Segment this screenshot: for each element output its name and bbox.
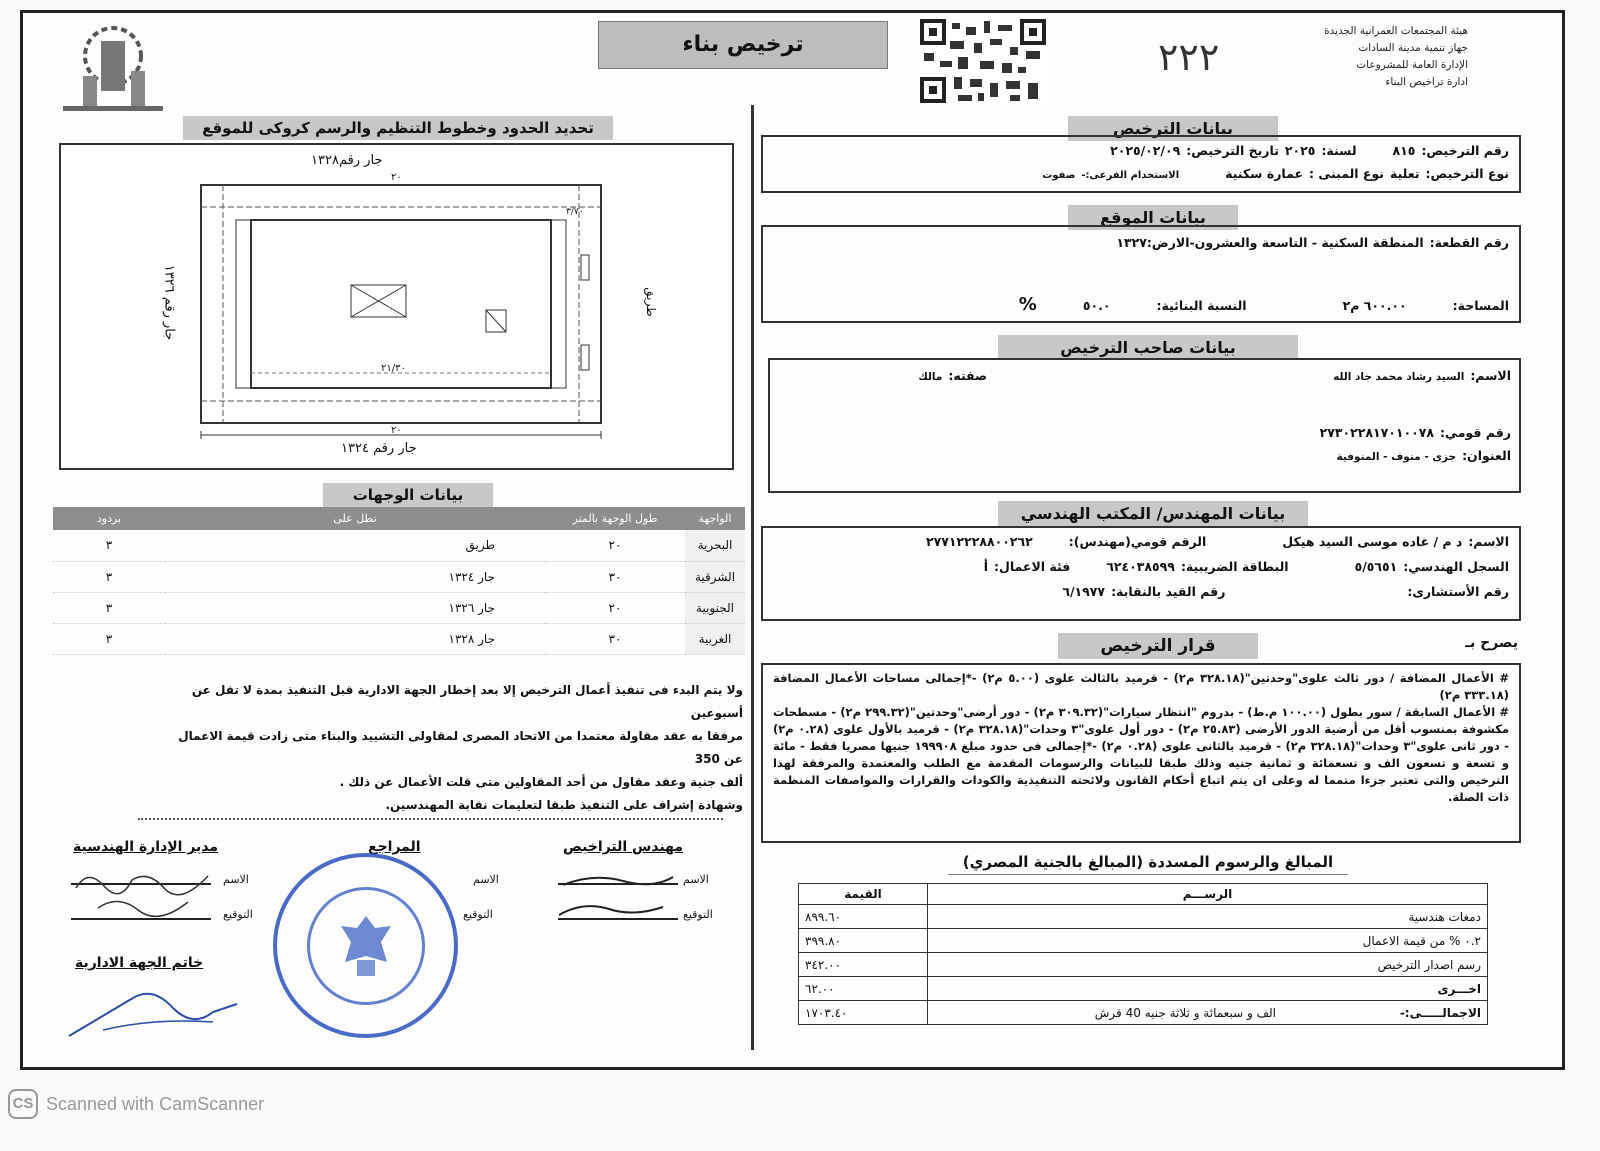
sub-use: صفوت — [1042, 170, 1076, 181]
east-road: طريق — [643, 287, 658, 317]
license-number-label: رقم الترخيص: — [1421, 143, 1509, 158]
previous-works: # الأعمال السابقة / سور بطول (١٠٠.٠٠ م.ط) - بدروم "انتظار سيارات"(٣٠٩.٣٢ م٢) - دور أرضى"وحدتين"(٢٩٩.٣٢ م٢) - مسطحات مكشوفة بمنسوب أقل من أرضية الدور الأرضى (٢٥.٨٣ م٢) - دور أول علوى"٣ وحدات"(٣٢٨.١٨ م٢) - قرميد بالأول علوى (٠.٢٨ م٢) - دور ثانى علوى"٣ وحدات"(٣٢٨.١٨ م٢) - قرميد بالثانى علوى (٠.٢٨ م٢) -*إجمالى فى حدود مبلغ ١٩٩٩٠٨ جنيها مصريا فقط - مائة و تسعة و تسعون الف و تسعمائة و ثمانية جنيه وذلك طبقا للبيانات والرسومات المقدمة مع الطلب والمعتمدة والمرفقة لهذا الترخيص والتى تعتبر جزءا متمما له وعلى ان يتم اتباع أحكام القانون ولائحته التنفيذية والكودات والقرارات والمواصفات المنظمة ذات الصلة. — [773, 705, 1510, 804]
eng-name-label: الاسم — [683, 873, 709, 886]
face-cell: ٢٠ — [545, 592, 685, 623]
notice-line: ألف جنية وعقد مقاول من أحد المقاولين متى قلت الأعمال عن ذلك . — [339, 775, 743, 789]
class-value: أ — [983, 559, 988, 574]
table-row — [799, 977, 1488, 1001]
notice-text — [163, 679, 743, 817]
official-stamp — [273, 853, 458, 1038]
face-cell: ٢٠ — [545, 530, 685, 561]
site-section-title: بيانات الموقع — [1068, 205, 1238, 230]
site-plan-frame — [59, 143, 734, 470]
face-cell: جار ١٣٢٨ — [165, 623, 545, 654]
ratio-unit: % — [1018, 294, 1037, 315]
face-cell: الغربية — [685, 623, 745, 654]
manager-signature-label: التوقيع — [223, 908, 253, 921]
permit-label: يصرح بـ — [1465, 635, 1518, 651]
fee-label: اخـــرى — [928, 977, 1488, 1001]
building-type-label: نوع المبنى : — [1309, 166, 1384, 181]
owner-capacity-label: صفته: — [948, 368, 988, 383]
ratio-value: ٥٠.٠ — [1082, 298, 1111, 313]
eng-signature — [553, 863, 693, 923]
manager-signature — [68, 858, 218, 923]
face-cell: ٣ — [53, 561, 165, 592]
fees-section-title: المبالغ والرسوم المسددة (المبالغ بالجنية المصري) — [948, 853, 1348, 875]
consult-label: رقم الأستشارى: — [1407, 584, 1509, 599]
engineer-section-title: بيانات المهندس/ المكتب الهندسي — [998, 501, 1308, 526]
face-cell: جار ١٣٢٦ — [165, 592, 545, 623]
table-row — [799, 953, 1488, 977]
fee-col-header: الرســـم — [928, 884, 1488, 905]
table-row — [799, 905, 1488, 929]
notice-line: مرفقا به عقد مقاولة معتمدا من الاتحاد المصرى لمقاولى التشييد والبناء متى زادت قيمة الاعمال عن 350 — [178, 729, 743, 766]
face-cell: الجنوبية — [685, 592, 745, 623]
register-label: السجل الهندسي: — [1403, 559, 1509, 574]
handwritten-number: ٢٢٢ — [1158, 35, 1220, 79]
authority-header — [1313, 23, 1468, 91]
face-cell: جار ١٣٢٤ — [165, 561, 545, 592]
faces-table — [53, 507, 745, 655]
manager-label: مدير الإدارة الهندسية — [73, 839, 219, 855]
engineer-name: د م / غاده موسى السيد هيكل — [1282, 534, 1463, 549]
license-year-label: لسنة: — [1321, 143, 1357, 158]
authority-logo — [53, 21, 173, 116]
class-label: فئة الاعمال: — [993, 559, 1071, 574]
dim-inner: ٢١/٣٠ — [381, 363, 406, 374]
authority-line: الإدارة العامة للمشروعات — [1356, 59, 1468, 71]
table-row — [53, 561, 745, 592]
face-cell: ٣ — [53, 530, 165, 561]
faces-header: بردود — [53, 507, 165, 530]
authority-line: هيئة المجتمعات العمرانية الجديدة — [1324, 25, 1468, 37]
syndicate-value: ٦/١٩٧٧ — [1062, 584, 1106, 599]
total-label: الاجمالـــــى:- — [1399, 1005, 1481, 1020]
table-row — [799, 929, 1488, 953]
camscanner-badge: CS — [8, 1089, 38, 1119]
licensing-engineer-label: مهندس التراخيص — [563, 839, 684, 855]
license-number: ٨١٥ — [1392, 143, 1416, 158]
fee-value: ٦٢.٠٠ — [799, 977, 928, 1001]
license-section-title: بيانات الترخيص — [1068, 116, 1278, 141]
license-box — [761, 135, 1521, 193]
face-cell: ٣٠ — [545, 623, 685, 654]
dim-bottom: ٢٠ — [391, 425, 402, 436]
fees-table — [798, 883, 1488, 1025]
dim-top: ٢٠ — [391, 172, 402, 183]
face-cell: ٣٠ — [545, 561, 685, 592]
eng-signature-label: التوقيع — [683, 908, 713, 921]
license-type: تعلية — [1390, 166, 1420, 181]
north-neighbor: جار رقم١٣٢٨ — [311, 153, 383, 168]
fee-value: ٣٩٩.٨٠ — [799, 929, 928, 953]
ratio-label: النسبة البنائية: — [1156, 298, 1247, 313]
faces-header: الواجهة — [685, 507, 745, 530]
license-type-label: نوع الترخيص: — [1425, 166, 1509, 181]
authority-line: ادارة تراخيص البناء — [1385, 76, 1468, 88]
owner-name-label: الاسم: — [1470, 368, 1511, 383]
face-cell: البحرية — [685, 530, 745, 561]
license-date-label: تاريخ الترخيص: — [1186, 143, 1279, 158]
syndicate-label: رقم القيد بالنقابة: — [1111, 584, 1226, 599]
area-value: ٦٠٠.٠٠ م٢ — [1342, 298, 1407, 313]
face-cell: ٣ — [53, 623, 165, 654]
table-row — [53, 592, 745, 623]
total-value: ١٧٠٣.٤٠ — [799, 1001, 928, 1025]
added-works: # الأعمال المضافة / دور ثالث علوى"وحدتين"(٣٢٨.١٨ م٢) - قرميد بالثالث علوى (٥.٠٠ م٢) -*إجمالى مساحات الأعمال المضافة (٣٣٣.١٨ م٢) — [773, 671, 1510, 702]
stamp-signature — [63, 978, 243, 1043]
fee-label: رسم اصدار الترخيص — [928, 953, 1488, 977]
total-words: الف و سبعمائة و ثلاثة جنيه 40 قرش — [1094, 1005, 1276, 1020]
decision-section-title: قرار الترخيص — [1058, 633, 1258, 659]
authority-line: جهاز تنمية مدينة السادات — [1358, 42, 1468, 54]
fee-value: ٣٤٢.٠٠ — [799, 953, 928, 977]
site-box — [761, 225, 1521, 323]
engineer-national-id-label: الرقم قومي(مهندس): — [1068, 534, 1207, 549]
engineer-box — [761, 526, 1521, 621]
fee-value: ٨٩٩.٦٠ — [799, 905, 928, 929]
south-neighbor: جار رقم ١٣٢٤ — [341, 441, 417, 456]
value-col-header: القيمة — [799, 884, 928, 905]
table-row — [799, 1001, 1488, 1025]
notice-line: ولا يتم البدء فى تنفيذ أعمال الترخيص إلا بعد إخطار الجهة الادارية قبل التنفيذ بمدة لا تقل عن أسبوعين — [191, 683, 743, 720]
page-title: ترخيص بناء — [598, 21, 888, 69]
table-row — [53, 530, 745, 561]
owner-name: السيد رشاد محمد جاد الله — [1333, 371, 1465, 383]
plot-value: المنطقة السكنية - التاسعة والعشرون-الارض:١٣٢٧ — [1116, 235, 1424, 250]
owner-national-id-label: رقم قومي: — [1440, 425, 1511, 440]
site-plan-title: تحديد الحدود وخطوط التنظيم والرسم كروكى للموقع — [183, 116, 613, 140]
engineer-national-id: ٢٧٧١٢٢٢٨٨٠٠٢٦٢ — [925, 534, 1033, 549]
dotted-divider — [138, 818, 723, 820]
area-label: المساحة: — [1452, 298, 1509, 313]
fee-label: دمغات هندسية — [928, 905, 1488, 929]
sub-use-label: الاستخدام الفرعى:- — [1081, 170, 1180, 181]
dim-corner: ٣/٧٠ — [566, 207, 584, 217]
tax-value: ٦٢٤٠٣٨٥٩٩ — [1106, 559, 1175, 574]
reviewer-label: المراجع — [368, 839, 421, 855]
face-cell: الشرقية — [685, 561, 745, 592]
building-type: عمارة سكنية — [1225, 166, 1304, 181]
license-document — [20, 10, 1565, 1070]
west-neighbor: جار رقم ١٣٢٦ — [161, 264, 177, 341]
table-row — [53, 623, 745, 654]
qr-code — [918, 17, 1048, 105]
owner-national-id: ٢٧٣٠٢٢٨١٧٠١٠٠٧٨ — [1319, 425, 1435, 440]
column-divider — [751, 105, 754, 1050]
eagle-emblem-icon — [335, 912, 397, 982]
face-cell: طريق — [165, 530, 545, 561]
license-date: ٢٠٢٥/٠٢/٠٩ — [1110, 143, 1181, 158]
fee-label: ٠.٢ % من قيمة الاعمال — [928, 929, 1488, 953]
face-cell: ٣ — [53, 592, 165, 623]
stamp-label: خاتم الجهة الادارية — [75, 955, 204, 971]
reviewer-name-label: الاسم — [473, 873, 499, 886]
tax-label: البطاقة الضريبية: — [1180, 559, 1289, 574]
faces-header: تطل على — [165, 507, 545, 530]
reviewer-signature-label: التوقيع — [463, 908, 493, 921]
camscanner-label: Scanned with CamScanner — [46, 1094, 265, 1114]
plot-label: رقم القطعة: — [1429, 235, 1509, 250]
faces-header: طول الوجهة بالمتر — [545, 507, 685, 530]
owner-section-title: بيانات صاحب الترخيص — [998, 335, 1298, 360]
manager-name-label: الاسم — [223, 873, 249, 886]
faces-section-title: بيانات الوجهات — [323, 483, 493, 507]
register-value: ٥/٥٦٥١ — [1354, 559, 1398, 574]
owner-capacity: مالك — [918, 371, 943, 383]
owner-address-label: العنوان: — [1462, 448, 1511, 463]
decision-box — [761, 663, 1521, 843]
engineer-name-label: الاسم: — [1468, 534, 1509, 549]
owner-address: جزى - منوف - المنوفية — [1336, 451, 1457, 463]
license-year: ٢٠٢٥ — [1284, 143, 1316, 158]
owner-box — [768, 358, 1521, 493]
notice-line: وشهادة إشراف على التنفيذ طبقا لتعليمات نقابة المهندسين. — [385, 798, 743, 812]
